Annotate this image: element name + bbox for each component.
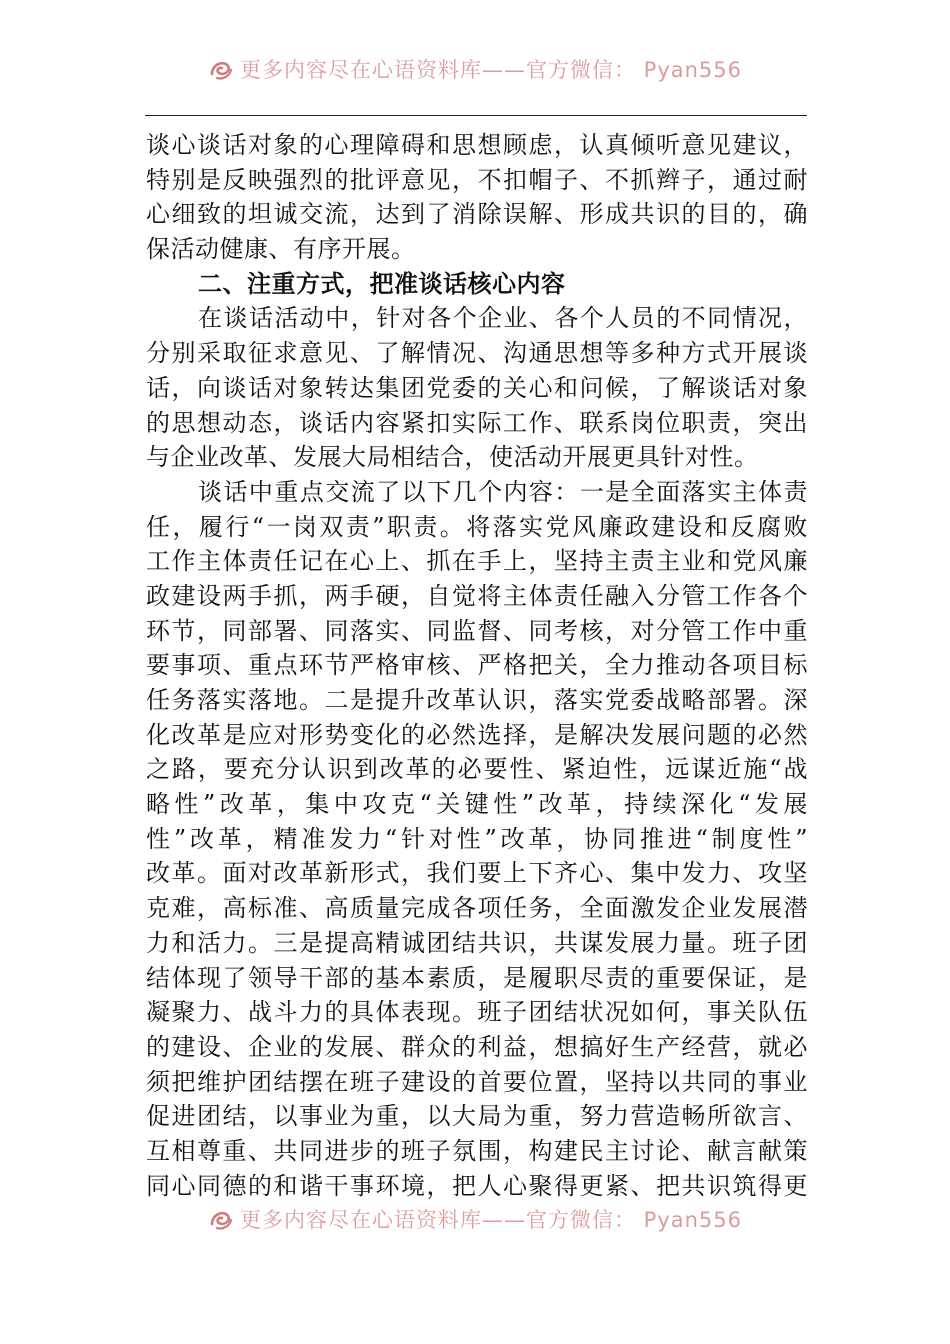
text-line: 环节，同部署、同落实、同监督、同考核，对分管工作中重 bbox=[146, 616, 808, 645]
text-line: 的思想动态，谈话内容紧扣实际工作、联系岗位职责，突出 bbox=[146, 408, 808, 437]
text-line: 克难，高标准、高质量完成各项任务，全面激发企业发展潜 bbox=[146, 894, 808, 923]
text-line: 心细致的坦诚交流，达到了消除误解、形成共识的目的，确 bbox=[146, 200, 808, 229]
watermark-text: 更多内容尽在心语资料库——官方微信： Pyan556 bbox=[239, 58, 743, 82]
paragraph bbox=[146, 128, 808, 267]
paragraph bbox=[146, 475, 808, 1203]
text-line: 任务落实落地。二是提升改革认识，落实党委战略部署。深 bbox=[146, 686, 808, 714]
text-line: 特别是反映强烈的批评意见，不扣帽子、不抓辫子，通过耐 bbox=[146, 165, 808, 194]
text-line: 化改革是应对形势变化的必然选择，是解决发展问题的必然 bbox=[146, 720, 808, 749]
text-line: 结体现了领导干部的基本素质，是履职尽责的重要保证，是 bbox=[146, 963, 808, 992]
text-line: 政建设两手抓，两手硬，自觉将主体责任融入分管工作各个 bbox=[146, 581, 808, 610]
text-line: 性”改革，精准发力“针对性”改革，协同推进“制度性” bbox=[146, 824, 808, 853]
text-line: 谈话中重点交流了以下几个内容：一是全面落实主体责 bbox=[198, 477, 808, 506]
text-line: 互相尊重、共同进步的班子氛围，构建民主讨论、献言献策 bbox=[146, 1136, 808, 1165]
text-line: 须把维护团结摆在班子建设的首要位置，坚持以共同的事业 bbox=[146, 1067, 808, 1096]
document-body bbox=[146, 128, 808, 1203]
text-line: 同心同德的和谐干事环境，把人心聚得更紧、把共识筑得更 bbox=[146, 1171, 808, 1200]
swirl-logo-icon bbox=[208, 56, 234, 82]
text-line: 在谈话活动中，针对各个企业、各个人员的不同情况， bbox=[198, 304, 808, 333]
text-line: 分别采取征求意见、了解情况、沟通思想等多种方式开展谈 bbox=[146, 339, 808, 368]
header-divider bbox=[145, 115, 807, 116]
text-line: 谈心谈话对象的心理障碍和思想顾虑，认真倾听意见建议， bbox=[146, 131, 808, 159]
text-line: 凝聚力、战斗力的具体表现。班子团结状况如何，事关队伍 bbox=[146, 998, 808, 1027]
text-line: 工作主体责任记在心上、抓在手上，坚持主责主业和党风廉 bbox=[146, 547, 808, 576]
text-line: 要事项、重点环节严格审核、严格把关，全力推动各项目标 bbox=[146, 651, 808, 680]
text-line: 与企业改革、发展大局相结合，使活动开展更具针对性。 bbox=[146, 443, 759, 472]
paragraph bbox=[146, 301, 808, 474]
header-watermark bbox=[0, 54, 950, 94]
section-heading: 二、注重方式，把准谈话核心内容 bbox=[198, 269, 566, 298]
text-line: 促进团结，以事业为重，以大局为重，努力营造畅所欲言、 bbox=[146, 1102, 808, 1131]
text-line: 略性”改革，集中攻克“关键性”改革，持续深化“发展 bbox=[146, 790, 808, 819]
text-line: 任，履行“一岗双责”职责。将落实党风廉政建设和反腐败 bbox=[146, 512, 808, 541]
text-line: 改革。面对改革新形式，我们要上下齐心、集中发力、攻坚 bbox=[146, 859, 808, 888]
text-line: 保活动健康、有序开展。 bbox=[146, 235, 416, 264]
text-line: 力和活力。三是提高精诚团结共识，共谋发展力量。班子团 bbox=[146, 928, 808, 957]
watermark-text: 更多内容尽在心语资料库——官方微信： Pyan556 bbox=[239, 1208, 743, 1232]
text-line: 的建设、企业的发展、群众的利益，想搞好生产经营，就必 bbox=[146, 1032, 808, 1061]
text-line: 之路，要充分认识到改革的必要性、紧迫性，远谋近施“战 bbox=[146, 755, 808, 784]
text-line: 话，向谈话对象转达集团党委的关心和问候，了解谈话对象 bbox=[146, 373, 808, 402]
footer-watermark bbox=[0, 1204, 950, 1244]
swirl-logo-icon bbox=[208, 1206, 234, 1232]
